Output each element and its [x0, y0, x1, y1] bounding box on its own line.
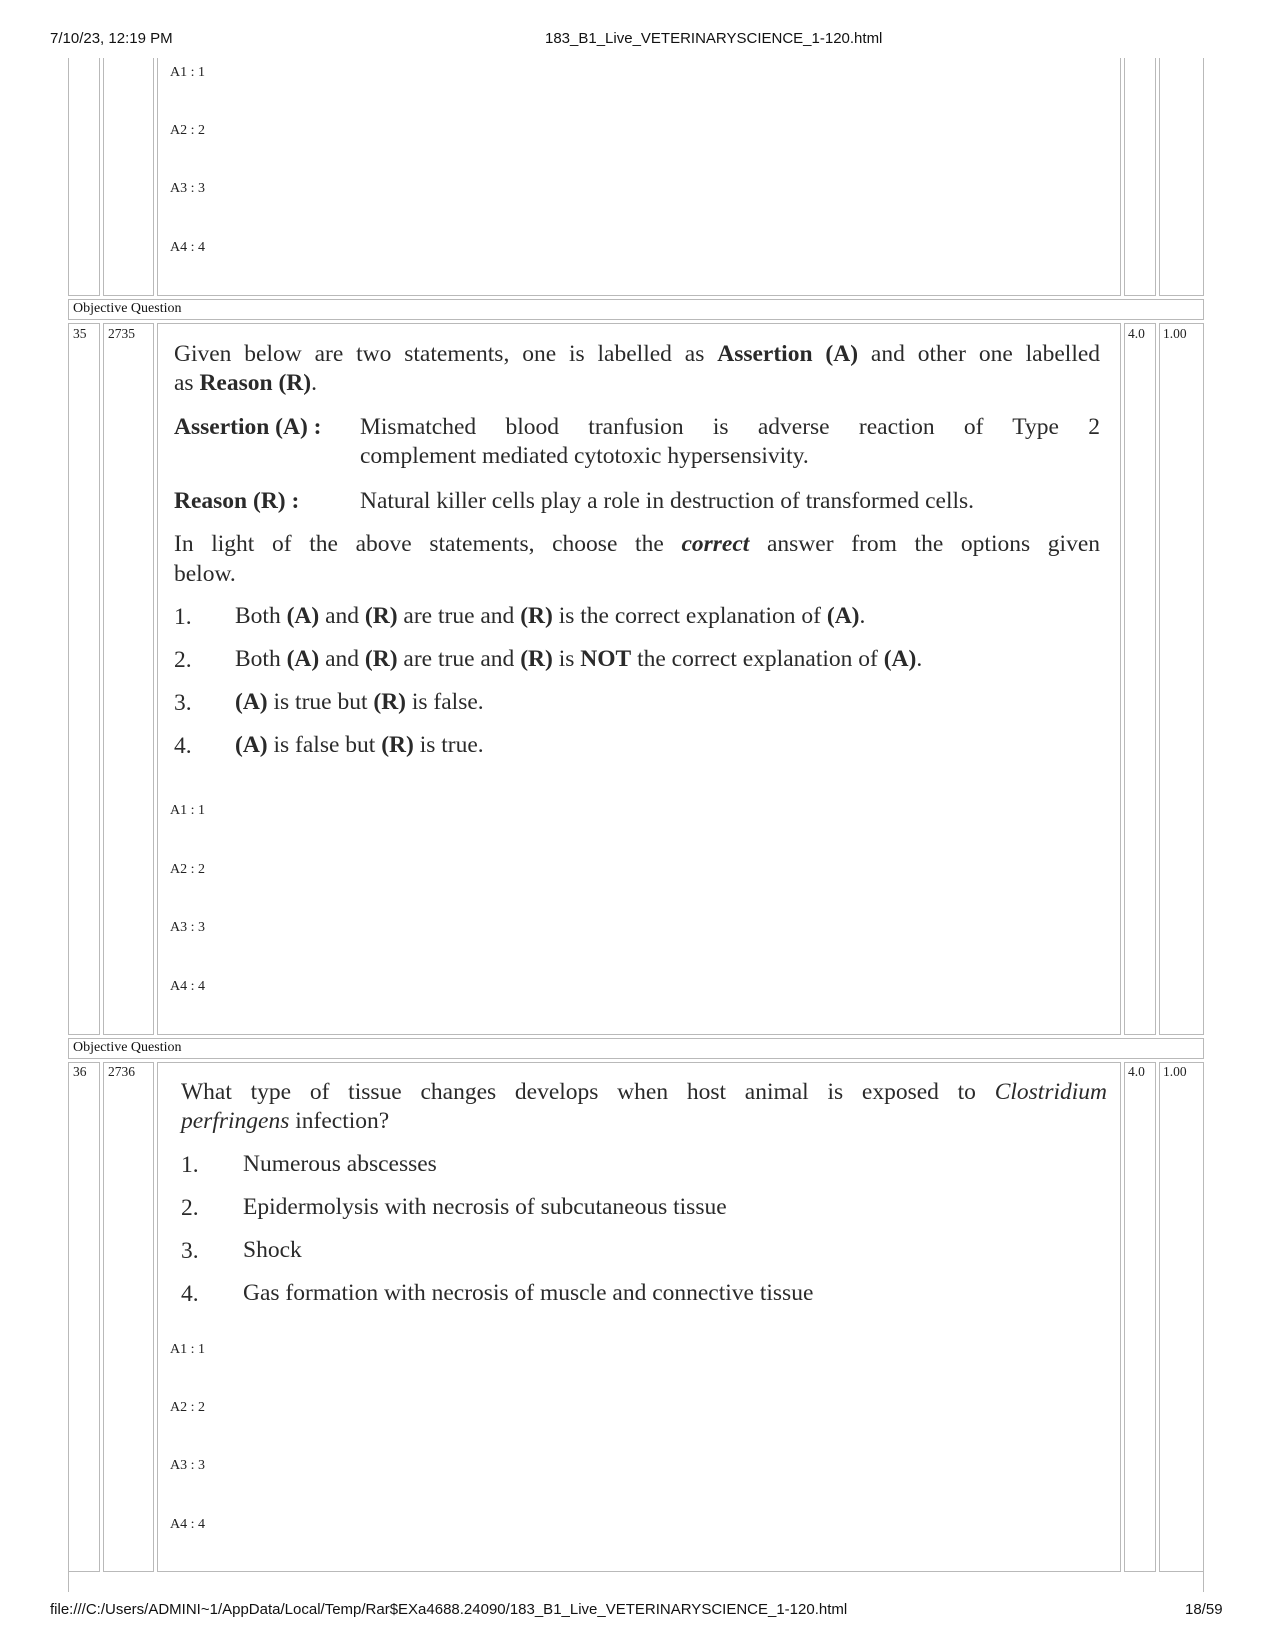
reason-label: Reason (R) :: [174, 488, 300, 514]
answer-option-1: A1 : 1: [170, 65, 205, 80]
reason-text: Natural killer cells play a role in destruction of transformed cells.: [360, 488, 975, 514]
marks-cell: [1124, 323, 1156, 1035]
option-text: and: [325, 646, 360, 672]
question-intro-line1: [174, 340, 1100, 369]
intro-text-3: as: [174, 370, 194, 396]
intro-assertion: Assertion (A): [717, 341, 859, 367]
option-bold: (R): [373, 689, 406, 715]
question-stem-line1: [181, 1078, 1107, 1107]
marks-cell: [1124, 58, 1156, 296]
question-cell: [157, 58, 1121, 296]
option-2-number: 2.: [181, 1195, 199, 1221]
instruction-emphasis: correct: [681, 531, 750, 557]
answer-option-2: A2 : 2: [170, 123, 205, 138]
assertion-text-line2: complement mediated cytotoxic hypersensivity.: [360, 443, 809, 469]
option-text: Both: [235, 603, 281, 629]
marks-cell: [1124, 1062, 1156, 1572]
option-bold: (A): [826, 603, 860, 629]
page-number: 18/59: [1185, 1601, 1223, 1618]
assertion-text-line1: Mismatched blood tranfusion is adverse reaction of Type 2: [360, 414, 1100, 440]
option-bold: (R): [364, 646, 398, 672]
option-3-number: 3.: [174, 690, 192, 716]
stem-organism-species: perfringens: [181, 1108, 290, 1134]
answer-option-1: A1 : 1: [170, 803, 205, 818]
section-label-cell: [68, 1038, 1204, 1059]
option-1-number: 1.: [174, 604, 192, 630]
option-4-number: 4.: [181, 1281, 199, 1307]
qid-cell: [103, 58, 154, 296]
option-bold: (A): [286, 646, 320, 672]
question-intro-line2: [174, 369, 317, 398]
option-4-text: [235, 731, 484, 760]
option-bold: (R): [520, 646, 553, 672]
negative-cell: [1159, 58, 1204, 296]
stem-organism-genus: Clostridium: [994, 1079, 1108, 1105]
intro-end: .: [311, 370, 317, 396]
instruction-text-2: answer from the options given: [766, 531, 1101, 557]
negative-cell: [1159, 323, 1204, 1035]
answer-option-4: A4 : 4: [170, 1517, 205, 1532]
option-text: .: [859, 603, 866, 629]
option-bold: NOT: [580, 646, 632, 672]
option-bold: (A): [286, 603, 320, 629]
sno-cell: [68, 323, 100, 1035]
instruction-line2: below.: [174, 561, 236, 587]
option-text: are true and: [403, 603, 515, 629]
option-text: is false.: [411, 689, 484, 715]
negative-marks-value: 1.00: [1163, 1064, 1187, 1079]
option-text: are true and: [403, 646, 515, 672]
option-2-number: 2.: [174, 647, 192, 673]
print-datetime: 7/10/23, 12:19 PM: [50, 30, 173, 47]
section-label-cell: [68, 299, 1204, 320]
qid-cell: [103, 323, 154, 1035]
option-text: is true but: [273, 689, 368, 715]
serial-number: 35: [73, 326, 87, 341]
answer-option-3: A3 : 3: [170, 920, 205, 935]
serial-number: 36: [73, 1064, 87, 1079]
answer-option-4: A4 : 4: [170, 979, 205, 994]
question-stem-line2: [181, 1107, 389, 1136]
stem-text-2: infection?: [295, 1108, 390, 1134]
option-2-text: [235, 645, 922, 674]
option-text: is true.: [419, 732, 484, 758]
answer-option-3: A3 : 3: [170, 181, 205, 196]
sno-cell: [68, 58, 100, 296]
option-text: is false but: [273, 732, 376, 758]
assertion-label: Assertion (A) :: [174, 414, 322, 440]
qid-cell: [103, 1062, 154, 1572]
negative-marks-value: 1.00: [1163, 326, 1187, 341]
question-cell: [157, 1062, 1121, 1572]
answer-option-4: A4 : 4: [170, 240, 205, 255]
option-text: is the correct explanation of: [558, 603, 821, 629]
answer-option-2: A2 : 2: [170, 862, 205, 877]
marks-value: 4.0: [1128, 326, 1145, 341]
table-continuation-right: [1203, 1572, 1204, 1592]
table-continuation-left: [68, 1572, 69, 1592]
option-text: is: [558, 646, 575, 672]
option-1-text: Numerous abscesses: [243, 1151, 437, 1177]
option-bold: (A): [883, 646, 917, 672]
option-bold: (R): [520, 603, 553, 629]
option-4-text: Gas formation with necrosis of muscle and connective tissue: [243, 1280, 814, 1306]
option-text: Both: [235, 646, 281, 672]
option-text: .: [916, 646, 923, 672]
option-2-text: Epidermolysis with necrosis of subcutaneous tissue: [243, 1194, 727, 1220]
answer-option-1: A1 : 1: [170, 1342, 205, 1357]
option-1-text: [235, 602, 865, 631]
intro-text-2: and other one labelled: [870, 341, 1101, 367]
option-text: and: [325, 603, 360, 629]
option-bold: (A): [235, 732, 268, 758]
option-3-text: [235, 688, 484, 717]
negative-cell: [1159, 1062, 1204, 1572]
section-label: Objective Question: [73, 301, 182, 316]
option-bold: (R): [381, 732, 414, 758]
instruction-line1: [174, 530, 1100, 559]
option-3-number: 3.: [181, 1238, 199, 1264]
print-file-path: file:///C:/Users/ADMINI~1/AppData/Local/Temp/Rar$EXa4688.24090/183_B1_Live_VETERINARYSCIENCE_1-120.html: [50, 1601, 848, 1618]
question-id: 2735: [108, 326, 135, 341]
stem-text: What type of tissue changes develops when host animal is exposed to: [181, 1079, 976, 1105]
print-title: 183_B1_Live_VETERINARYSCIENCE_1-120.html: [545, 30, 883, 47]
option-bold: (A): [235, 689, 268, 715]
option-text: the correct explanation of: [637, 646, 878, 672]
answer-option-2: A2 : 2: [170, 1400, 205, 1415]
option-3-text: Shock: [243, 1237, 302, 1263]
option-1-number: 1.: [181, 1152, 199, 1178]
sno-cell: [68, 1062, 100, 1572]
option-bold: (R): [364, 603, 398, 629]
marks-value: 4.0: [1128, 1064, 1145, 1079]
question-id: 2736: [108, 1064, 135, 1079]
instruction-text: In light of the above statements, choose the: [174, 531, 664, 557]
intro-reason: Reason (R): [199, 370, 312, 396]
answer-option-3: A3 : 3: [170, 1458, 205, 1473]
option-4-number: 4.: [174, 733, 192, 759]
intro-text: Given below are two statements, one is labelled as: [174, 341, 705, 367]
section-label: Objective Question: [73, 1040, 182, 1055]
